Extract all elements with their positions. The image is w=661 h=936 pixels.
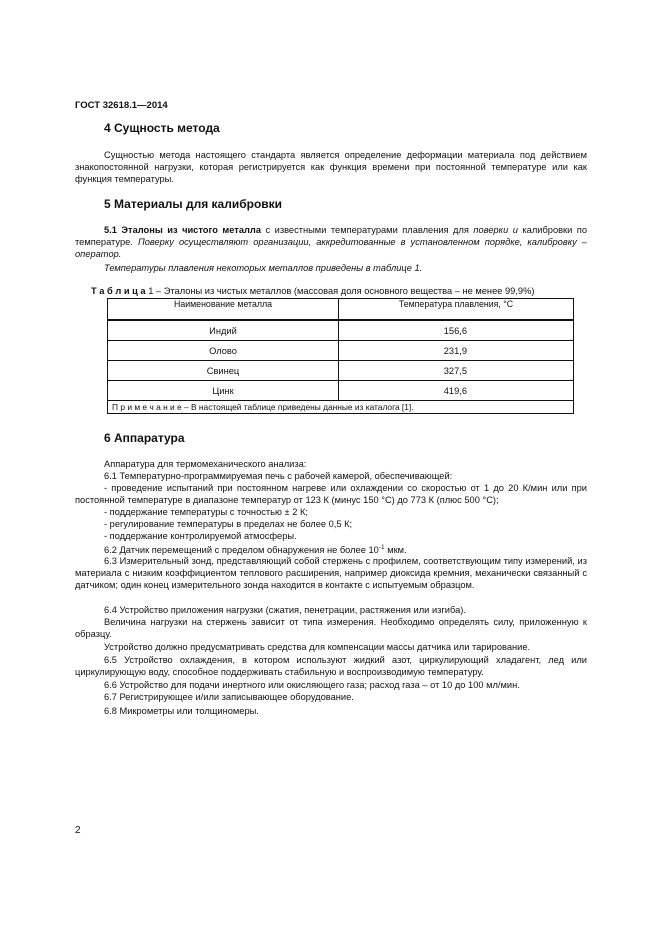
clause-6-2-text-b: мкм.: [384, 545, 407, 556]
table-row: [108, 361, 574, 381]
table-note: [108, 401, 574, 414]
clause-6-3: 6.3 Измерительный зонд, представляющий собой стержень с профилем, соответствующим типу измерений, из материала с низким коэффициентом теплового расширения, например диоксида кремния, механически связанный с датчиком; один конец измерительного зонда находится в контакте с испытуемым образцом.: [75, 556, 587, 591]
table-header-row: [108, 299, 574, 321]
metal-name: Олово: [108, 341, 339, 361]
table-row: [108, 381, 574, 401]
section-5-note: Температуры плавления некоторых металлов приведены в таблице 1.: [104, 263, 423, 273]
metals-table: [107, 298, 574, 414]
melting-temperature: 231,9: [339, 341, 574, 361]
table-header-metal: Наименование металла: [108, 299, 339, 321]
table-note-text: – В настоящей таблице приведены данные из каталога [1].: [181, 402, 414, 412]
table-caption: [91, 286, 534, 296]
clause-6-5: 6.5 Устройство охлаждения, в котором используют жидкий азот, циркулирующий хладагент, лед или циркулирующую воду, способное поддерживать стабильную и воспроизводимую температуру.: [75, 655, 587, 678]
page-number: 2: [75, 825, 81, 836]
clause-bold-term: Эталоны из чистого металла: [121, 225, 262, 235]
section-4-title: 4 Сущность метода: [104, 121, 220, 135]
clause-number: 5.1: [104, 225, 117, 235]
table-caption-label: Т а б л и ц а: [91, 286, 146, 296]
table-header-temperature: Температура плавления, °С: [339, 299, 574, 321]
clause-6-1-item-d: - поддержание контролируемой атмосферы.: [104, 531, 297, 541]
clause-6-2-exponent: -1: [378, 544, 385, 551]
clause-6-2-text-a: 6.2 Датчик перемещений с пределом обнаружения не более 10: [104, 545, 379, 556]
table-row: [108, 341, 574, 361]
clause-6-8: 6.8 Микрометры или толщиномеры.: [104, 706, 259, 716]
document-header: ГОСТ 32618.1—2014: [75, 100, 168, 111]
melting-temperature: 327,5: [339, 361, 574, 381]
section-4-paragraph: Сущностью метода настоящего стандарта является определение деформации материала под действием знакопостоянной нагрузки, которая регистрируется как функция времени при постоянной температуре или как функция температуры.: [75, 150, 587, 185]
clause-6-1: 6.1 Температурно-программируемая печь с рабочей камерой, обеспечивающей:: [104, 471, 453, 481]
clause-text-d: Поверку осуществляют организации, аккредитованные в установленном порядке, калибровку – оператор.: [75, 237, 587, 260]
clause-6-4: 6.4 Устройство приложения нагрузки (сжатия, пенетрации, растяжения или изгиба).: [104, 605, 466, 615]
clause-6-1-item-b: - поддержание температуры с точностью ± 2 К;: [104, 507, 308, 517]
clause-text-a: с известными температурами плавления для: [261, 225, 474, 235]
metal-name: Цинк: [108, 381, 339, 401]
table-caption-text: 1 – Эталоны из чистых металлов (массовая доля основного вещества – не менее 99,9%): [145, 286, 535, 296]
melting-temperature: 156,6: [339, 320, 574, 341]
clause-6-4-paragraph-c: Устройство должно предусматривать средства для компенсации массы датчика или тарирование.: [104, 642, 531, 652]
section-6-intro: Аппаратура для термомеханического анализа:: [104, 459, 307, 469]
clause-text-c: калибровки по температуре.: [75, 225, 587, 248]
melting-temperature: 419,6: [443, 385, 467, 396]
clause-text-b: поверки и: [473, 225, 518, 235]
table-note-label: П р и м е ч а н и е: [112, 402, 182, 412]
section-6-title: 6 Аппаратура: [104, 431, 185, 445]
clause-6-1-item-c: - регулирование температуры в пределах не более 0,5 К;: [104, 519, 353, 529]
clause-6-6: 6.6 Устройство для подачи инертного или окисляющего газа; расход газа – от 10 до 100 мл/мин.: [104, 680, 520, 690]
section-5-title: 5 Материалы для калибровки: [104, 197, 283, 211]
section-5-1-paragraph: [75, 224, 587, 260]
clause-6-1-item-a: - проведение испытаний при постоянном нагреве или охлаждении со скоростью от 1 до 20 К/мин или при постоянной температуре в диапазоне температур от 123 К (минус 150 °С) до 773 К (плюс 500 °С);: [75, 483, 587, 506]
table-note-row: [108, 401, 574, 414]
table-row: [108, 320, 574, 341]
clause-6-7: 6.7 Регистрирующее и/или записывающее оборудование.: [104, 692, 354, 702]
clause-6-4-paragraph-b: Величина нагрузки на стержень зависит от типа измерения. Необходимо определять силу, приложенную к образцу.: [75, 617, 587, 640]
metal-name: Свинец: [108, 361, 339, 381]
metal-name: Индий: [108, 320, 339, 341]
